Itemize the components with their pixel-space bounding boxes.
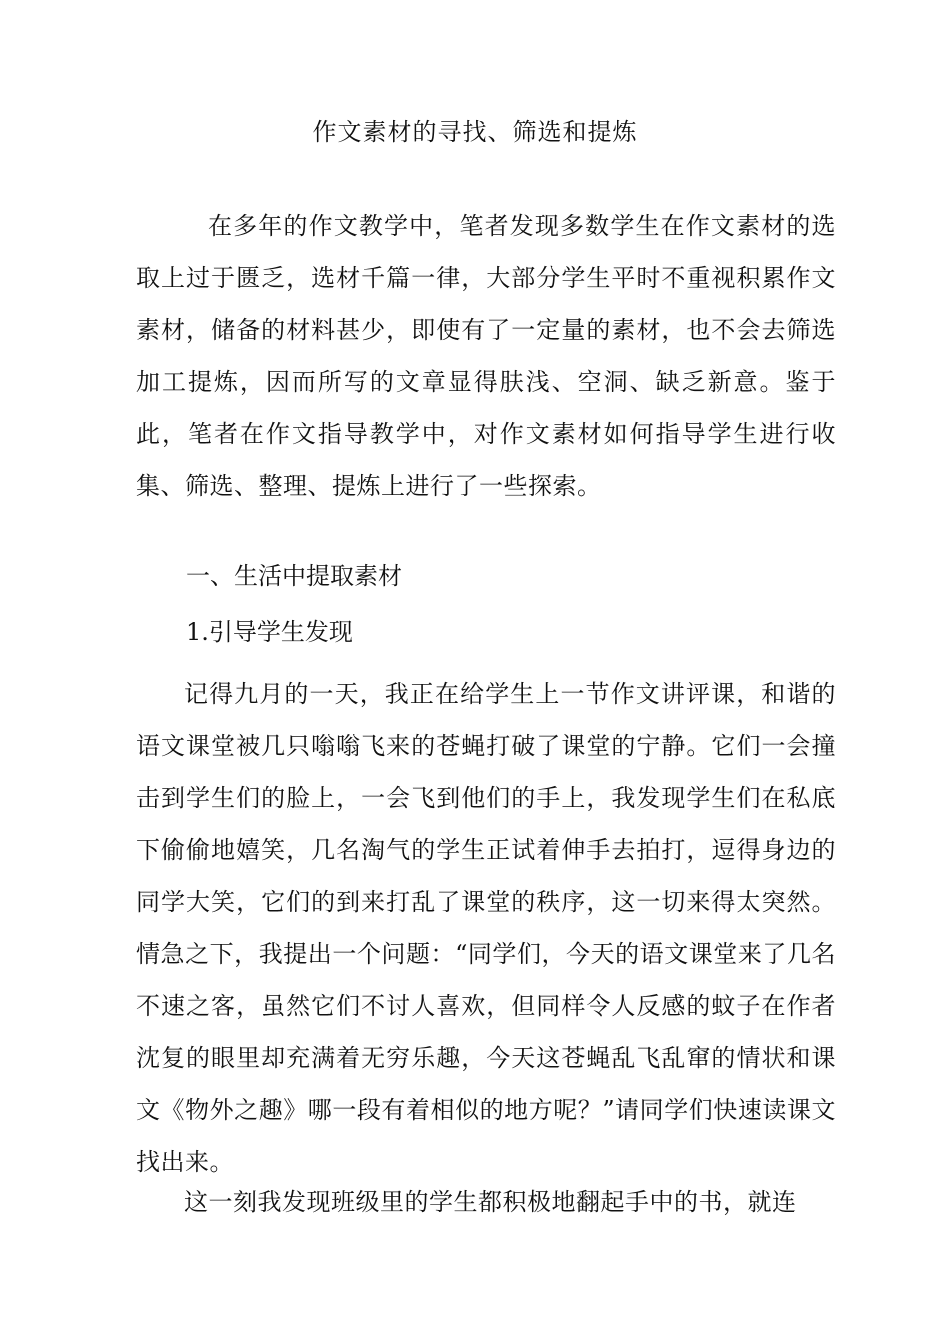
- section-heading: 一、生活中提取素材: [186, 562, 402, 590]
- intro-paragraph: 在多年的作文教学中，笔者发现多数学生在作文素材的选取上过于匮乏，选材千篇一律，大部分学生平时不重视积累作文素材，储备的材料甚少，即使有了一定量的素材，也不会去筛选加工提炼，因而所写的文章显得肤浅、空洞、缺乏新意。鉴于此，笔者在作文指导教学中，对作文素材如何指导学生进行收集、筛选、整理、提炼上进行了一些探索。: [136, 212, 836, 500]
- document-title: 作文素材的寻找、筛选和提炼: [312, 118, 638, 146]
- body-paragraph-1: 记得九月的一天，我正在给学生上一节作文讲评课，和谐的语文课堂被几只嗡嗡飞来的苍蝇打破了课堂的宁静。它们一会撞击到学生们的脸上，一会飞到他们的手上，我发现学生们在私底下偷偷地嬉笑，几名淘气的学生正试着伸手去拍打，逗得身边的同学大笑，它们的到来打乱了课堂的秩序，这一切来得太突然。情急之下，我提出一个问题：“同学们，今天的语文课堂来了几名不速之客，虽然它们不讨人喜欢，但同样令人反感的蚊子在作者沈复的眼里却充满着无穷乐趣，今天这苍蝇乱飞乱窜的情状和课文《物外之趣》哪一段有着相似的地方呢？”请同学们快速读课文找出来。: [136, 680, 836, 1176]
- body-paragraph-2: 这一刻我发现班级里的学生都积极地翻起手中的书，就连: [184, 1188, 797, 1216]
- subsection-heading: 1.引导学生发现: [186, 618, 353, 646]
